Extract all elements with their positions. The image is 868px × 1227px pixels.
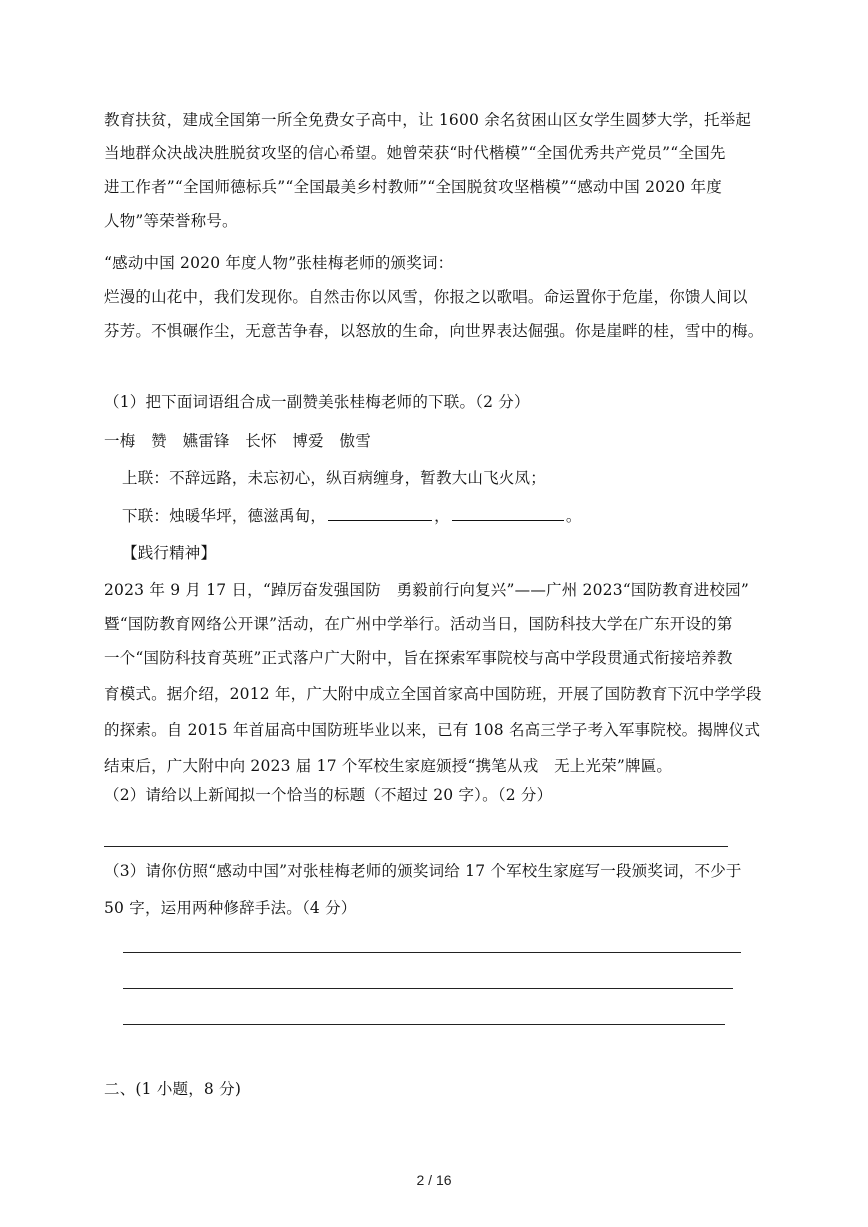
question-3-answer-line-1[interactable] [123, 952, 741, 953]
couplet-lower-prefix: 下联：烛暖华坪，德滋禹甸， [122, 507, 327, 525]
intro-line-2: 当地群众决战决胜脱贫攻坚的信心希望。她曾荣获“时代楷模”“全国优秀共产党员”“全国先 [104, 144, 726, 162]
award-line-2: 芬芳。不惧碾作尘，无意苦争春，以怒放的生命，向世界表达倔强。你是崖畔的桂，雪中的梅。 [104, 322, 764, 340]
part-two-heading: 二、(1 小题，8 分) [104, 1080, 242, 1098]
answer-blank-1[interactable] [328, 506, 432, 521]
intro-line-1: 教育扶贫，建成全国第一所全免费女子高中，让 1600 余名贫困山区女学生圆梦大学，托举起 [104, 111, 752, 129]
intro-line-4: 人物”等荣誉称号。 [104, 212, 238, 230]
question-3-answer-line-2[interactable] [123, 988, 733, 989]
couplet-period: 。 [565, 507, 582, 525]
news-line-1: 2023 年 9 月 17 日，“踔厉奋发强国防 勇毅前行向复兴”——广州 2023“国防教育进校园” [104, 581, 749, 599]
answer-blank-2[interactable] [452, 506, 564, 521]
couplet-lower [122, 506, 582, 526]
intro-line-3: 进工作者”“全国师德标兵”“全国最美乡村教师”“全国脱贫攻坚楷模”“感动中国 2020 年度 [104, 178, 722, 196]
award-line-1: 烂漫的山花中，我们发现你。自然击你以风雪，你报之以歌唱。命运置你于危崖，你馈人间以 [104, 288, 748, 306]
news-line-5: 的探索。自 2015 年首届高中国防班毕业以来，已有 108 名高三学子考入军事院校。揭牌仪式 [104, 721, 761, 739]
question-2-answer-line[interactable] [104, 846, 728, 847]
question-2-prompt: （2）请给以上新闻拟一个恰当的标题（不超过 20 字）。（2 分） [104, 786, 553, 804]
award-heading: “感动中国 2020 年度人物”张桂梅老师的颁奖词： [104, 254, 454, 272]
question-3-prompt-line-1: （3）请你仿照“感动中国”对张桂梅老师的颁奖词给 17 个军校生家庭写一段颁奖词，不少于 [104, 862, 742, 880]
couplet-upper: 上联：不辞远路，未忘初心，纵百病缠身，暂教大山飞火凤； [122, 469, 546, 487]
question-3-answer-line-3[interactable] [123, 1024, 725, 1025]
section-title: 【践行精神】 [122, 544, 217, 562]
news-line-4: 育模式。据介绍，2012 年，广大附中成立全国首家高中国防班，开展了国防教育下沉中学学段 [104, 685, 762, 703]
page-number: 2 / 16 [416, 1172, 452, 1188]
news-line-3: 一个“国防科技育英班”正式落户广大附中，旨在探索军事院校与高中学段贯通式衔接培养教 [104, 649, 733, 667]
couplet-comma: ， [434, 507, 450, 525]
question-3-prompt-line-2: 50 字，运用两种修辞手法。（4 分） [104, 899, 357, 917]
question-1-prompt: （1）把下面词语组合成一副赞美张桂梅老师的下联。（2 分） [104, 393, 530, 411]
question-1-words: 一梅 赞 嬿雷锋 长怀 博爱 傲雪 [104, 432, 371, 450]
news-line-2: 暨“国防教育网络公开课”活动，在广州中学举行。活动当日，国防科技大学在广东开设的第 [104, 615, 733, 633]
news-line-6: 结束后，广大附中向 2023 届 17 个军校生家庭颁授“携笔从戎 无上光荣”牌匾。 [104, 757, 673, 775]
